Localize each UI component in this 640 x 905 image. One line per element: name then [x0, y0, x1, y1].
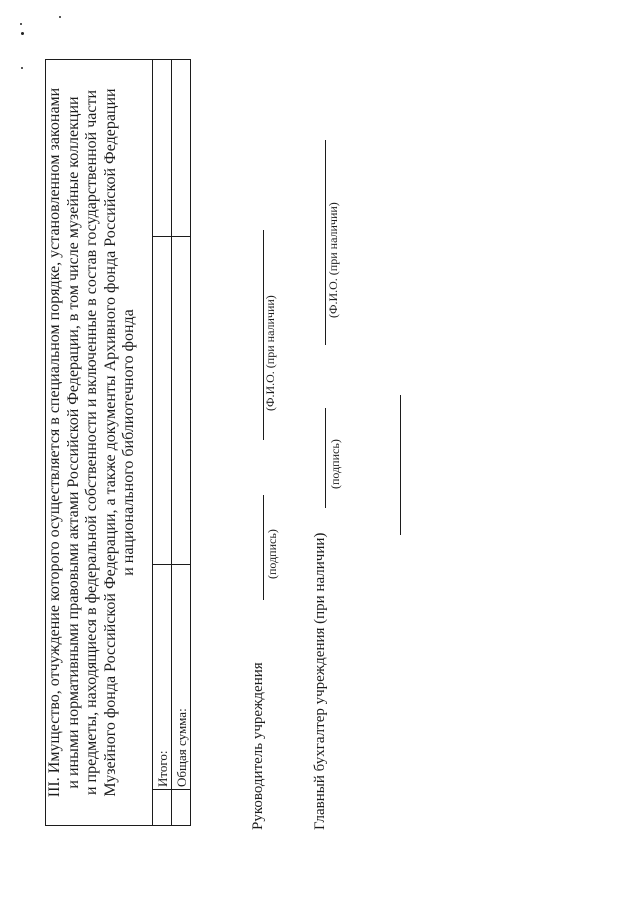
chief-accountant-signature-caption: (подпись)	[328, 439, 342, 489]
empty-cell	[153, 59, 172, 236]
section-heading-line: Музейного фонда Российской Федерации, а также документы Архивного фонда Российской Федерации	[101, 88, 119, 797]
section-heading-line: и предметы, находящиеся в федеральной собственности и включенные в состав государственной части	[83, 89, 100, 796]
chief-accountant-name-caption: (Ф.И.О. (при наличии)	[326, 202, 340, 318]
table-row-grand-total	[172, 59, 191, 825]
property-section-table	[45, 59, 191, 826]
table-row-subtotal	[153, 59, 172, 825]
row-label: Итого:	[153, 565, 172, 790]
row-label: Общая сумма:	[172, 565, 191, 790]
section-heading-line: III. Имущество, отчуждение которого осуществляется в специальном порядке, установленном законами	[46, 87, 63, 798]
empty-cell	[172, 237, 191, 565]
section-heading-row	[46, 59, 153, 825]
blank-line	[400, 395, 401, 535]
section-heading-line: и иными нормативными правовыми актами Российской Федерации, в том числе музейные коллекции	[64, 96, 82, 789]
section-heading-cell	[46, 59, 153, 825]
empty-cell	[153, 790, 172, 826]
empty-cell	[172, 790, 191, 826]
empty-cell	[172, 59, 191, 236]
section-heading-line: и национального библиотечного фонда	[120, 309, 137, 576]
chief-accountant-title: Главный бухгалтер учреждения (при наличии)	[312, 532, 328, 830]
head-signature-caption: (подпись)	[265, 529, 279, 579]
chief-accountant-signature-line	[325, 408, 326, 508]
head-title: Руководитель учреждения	[250, 662, 266, 830]
head-signature-line	[263, 495, 264, 600]
head-name-caption: (Ф.И.О. (при наличии)	[263, 295, 277, 411]
empty-cell	[153, 237, 172, 565]
